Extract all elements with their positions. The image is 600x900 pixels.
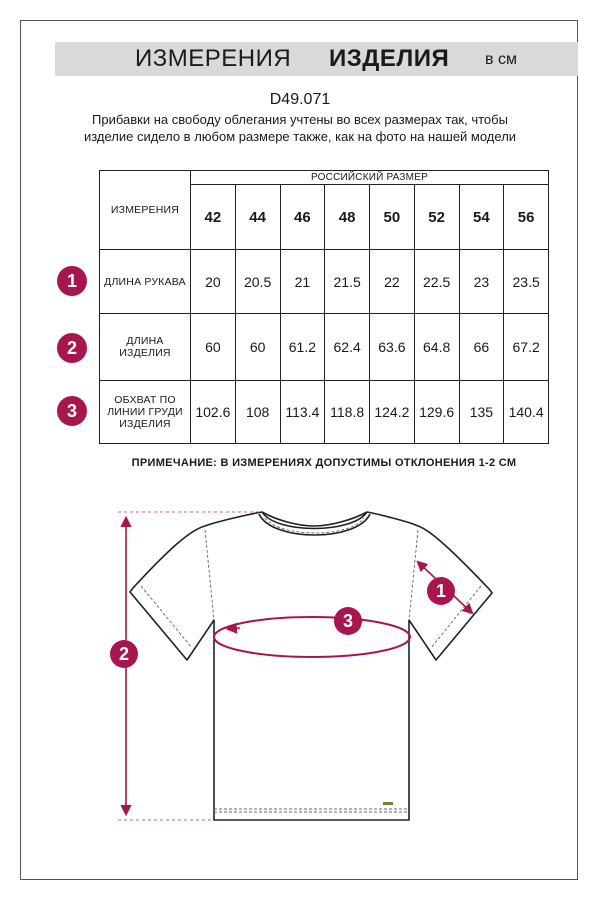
size-table xyxy=(99,170,549,444)
table-cell: 60 xyxy=(235,314,280,381)
table-row xyxy=(100,381,549,444)
table-cell: 135 xyxy=(459,381,504,444)
row-number-badge: 1 xyxy=(57,266,87,296)
table-cell: 20.5 xyxy=(235,250,280,314)
size-header: 56 xyxy=(504,185,549,250)
marker-length-label: 2 xyxy=(118,644,130,664)
table-cell: 129.6 xyxy=(414,381,459,444)
table-cell: 113.4 xyxy=(280,381,325,444)
size-header: 46 xyxy=(280,185,325,250)
table-cell: 20 xyxy=(191,250,236,314)
table-cell: 118.8 xyxy=(325,381,370,444)
title-unit: в см xyxy=(485,51,517,68)
table-cell: 21 xyxy=(280,250,325,314)
table-cell: 22 xyxy=(370,250,415,314)
table-cell: 61.2 xyxy=(280,314,325,381)
size-header: 54 xyxy=(459,185,504,250)
table-cell: 63.6 xyxy=(370,314,415,381)
table-cell: 64.8 xyxy=(414,314,459,381)
table-cell: 60 xyxy=(191,314,236,381)
row-label: ДЛИНА РУКАВА xyxy=(100,250,191,314)
marker-chest xyxy=(334,607,362,635)
table-cell: 124.2 xyxy=(370,381,415,444)
table-cell: 62.4 xyxy=(325,314,370,381)
marker-chest-label: 3 xyxy=(342,611,354,631)
table-cell: 21.5 xyxy=(325,250,370,314)
table-cell: 66 xyxy=(459,314,504,381)
row-number-badge: 3 xyxy=(57,396,87,426)
fit-note: Прибавки на свободу облегания учтены во всех размерах так, чтобы изделие сидело в любом размере также, как на фото на нашей модели xyxy=(83,112,517,144)
title-light: ИЗМЕРЕНИЯ xyxy=(135,45,292,72)
row-label: ДЛИНА ИЗДЕЛИЯ xyxy=(100,314,191,381)
row-number-badge: 2 xyxy=(57,333,87,363)
product-code: D49.071 xyxy=(269,91,331,108)
table-header-row-group xyxy=(100,171,549,185)
marker-length xyxy=(110,640,138,668)
tshirt-diagram xyxy=(0,490,600,830)
label-tag xyxy=(383,802,393,805)
marker-sleeve xyxy=(427,577,455,605)
table-cell: 102.6 xyxy=(191,381,236,444)
table-cell: 108 xyxy=(235,381,280,444)
corner-label: ИЗМЕРЕНИЯ xyxy=(100,171,191,250)
tshirt-outline xyxy=(130,512,492,820)
table-cell: 140.4 xyxy=(504,381,549,444)
tolerance-remark: ПРИМЕЧАНИЕ: В ИЗМЕРЕНИЯХ ДОПУСТИМЫ ОТКЛОНЕНИЯ 1-2 СМ xyxy=(131,457,517,469)
table-cell: 22.5 xyxy=(414,250,459,314)
size-header: 50 xyxy=(370,185,415,250)
title-bar xyxy=(55,42,578,76)
title-bold: ИЗДЕЛИЯ xyxy=(329,45,450,72)
table-cell: 67.2 xyxy=(504,314,549,381)
marker-sleeve-label: 1 xyxy=(435,581,447,601)
size-header: 44 xyxy=(235,185,280,250)
table-row xyxy=(100,250,549,314)
table-cell: 23 xyxy=(459,250,504,314)
size-group-label: РОССИЙСКИЙ РАЗМЕР xyxy=(191,171,549,185)
row-label: ОБХВАТ ПО ЛИНИИ ГРУДИ ИЗДЕЛИЯ xyxy=(100,381,191,444)
table-cell: 23.5 xyxy=(504,250,549,314)
size-header: 52 xyxy=(414,185,459,250)
table-row xyxy=(100,314,549,381)
size-header: 48 xyxy=(325,185,370,250)
size-header: 42 xyxy=(191,185,236,250)
